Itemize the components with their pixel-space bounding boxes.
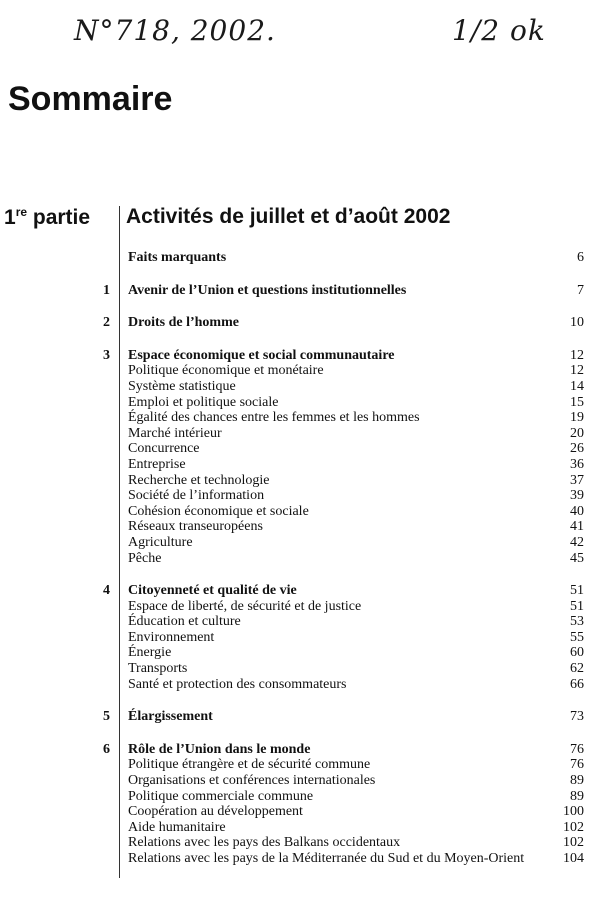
entry-label: Emploi et politique sociale [128,394,279,410]
entry-page-number: 41 [570,519,584,535]
toc-entry[interactable] [96,677,584,693]
section-page-number: 76 [570,741,584,757]
entry-label: Organisations et conférences internationales [128,773,376,789]
section-number: 4 [103,583,110,599]
toc-entry[interactable] [96,441,584,457]
section-title: Espace économique et social communautaire [128,347,395,363]
toc-section [96,283,584,299]
entry-label: Pêche [128,550,162,566]
toc-section [96,709,584,725]
entry-page-number: 102 [563,819,584,835]
toc-entry[interactable] [96,835,584,851]
section-number: 1 [103,282,110,298]
entry-page-number: 19 [570,410,584,426]
toc-entry[interactable] [96,363,584,379]
entry-label: Recherche et technologie [128,472,270,488]
toc-entry[interactable] [96,820,584,836]
entry-page-number: 45 [570,550,584,566]
entry-label: Aide humanitaire [128,819,226,835]
entry-label: Cohésion économique et sociale [128,503,309,519]
entry-page-number: 14 [570,378,584,394]
entry-page-number: 15 [570,394,584,410]
toc-entry[interactable] [96,535,584,551]
toc-section-heading[interactable] [96,315,584,331]
section-page-number: 73 [570,709,584,725]
entry-label: Agriculture [128,534,193,550]
section-number: 3 [103,347,110,363]
toc-entry[interactable] [96,426,584,442]
toc-entry[interactable] [96,599,584,615]
toc-section [96,348,584,566]
toc-entry[interactable] [96,410,584,426]
entry-page-number: 12 [570,363,584,379]
entry-label: Santé et protection des consommateurs [128,676,347,692]
section-page-number: 7 [577,282,584,298]
toc-section [96,250,584,266]
entry-label: Politique économique et monétaire [128,363,324,379]
entry-label: Environnement [128,629,215,645]
section-title: Avenir de l’Union et questions institutionnelles [128,282,407,298]
entry-page-number: 76 [570,757,584,773]
toc-entry[interactable] [96,488,584,504]
section-title: Droits de l’homme [128,315,239,331]
toc-entry[interactable] [96,645,584,661]
entry-page-number: 102 [563,835,584,851]
handwritten-note-right: 1/2 ok [452,14,546,47]
toc-section-heading[interactable] [96,742,584,758]
toc-section-heading[interactable] [96,583,584,599]
entry-page-number: 60 [570,645,584,661]
part-number-suffix: re [15,205,28,219]
toc-entry[interactable] [96,379,584,395]
toc-section [96,315,584,331]
section-page-number: 12 [570,347,584,363]
entry-label: Politique commerciale commune [128,788,314,804]
entry-page-number: 39 [570,488,584,504]
entry-page-number: 36 [570,456,584,472]
toc-entry[interactable] [96,473,584,489]
entry-page-number: 100 [563,804,584,820]
entry-label: Coopération au développement [128,804,303,820]
entry-page-number: 55 [570,629,584,645]
section-page-number: 10 [570,315,584,331]
entry-label: Espace de liberté, de sécurité et de justice [128,598,362,614]
entry-label: Système statistique [128,378,236,394]
entry-page-number: 51 [570,598,584,614]
entry-label: Égalité des chances entre les femmes et les hommes [128,410,420,426]
entry-label: Relations avec les pays des Balkans occidentaux [128,835,401,851]
entry-page-number: 20 [570,425,584,441]
section-title: Rôle de l’Union dans le monde [128,741,311,757]
entry-label: Relations avec les pays de la Méditerranée du Sud et du Moyen-Orient [128,851,525,866]
table-of-contents [96,250,584,884]
toc-entry[interactable] [96,757,584,773]
entry-page-number: 37 [570,472,584,488]
entry-page-number: 104 [563,851,584,866]
section-title: Faits marquants [128,250,227,265]
toc-section-heading[interactable] [96,709,584,725]
entry-label: Entreprise [128,456,186,472]
toc-entry[interactable] [96,661,584,677]
part-label [4,205,90,230]
entry-page-number: 89 [570,773,584,789]
toc-section [96,742,584,867]
toc-entry[interactable] [96,630,584,646]
toc-entry[interactable] [96,551,584,567]
section-page-number: 6 [577,250,584,265]
entry-page-number: 26 [570,441,584,457]
toc-entry[interactable] [96,851,584,867]
section-number: 2 [103,315,110,331]
part-title: Activités de juillet et d’août 2002 [126,205,451,228]
toc-entry[interactable] [96,614,584,630]
entry-label: Marché intérieur [128,425,222,441]
entry-label: Énergie [128,645,172,661]
entry-page-number: 66 [570,676,584,692]
entry-page-number: 40 [570,503,584,519]
toc-entry[interactable] [96,519,584,535]
section-title: Citoyenneté et qualité de vie [128,583,297,599]
toc-section [96,583,584,692]
section-number: 5 [103,709,110,725]
toc-entry[interactable] [96,395,584,411]
toc-section-heading[interactable] [96,348,584,364]
toc-section-heading[interactable] [96,250,584,266]
section-page-number: 51 [570,583,584,599]
toc-entry[interactable] [96,457,584,473]
toc-entry[interactable] [96,804,584,820]
entry-page-number: 53 [570,614,584,630]
toc-entry[interactable] [96,789,584,805]
entry-page-number: 62 [570,661,584,677]
part-number: 1 [4,206,16,229]
entry-label: Transports [128,661,188,677]
entry-label: Réseaux transeuropéens [128,519,263,535]
entry-page-number: 89 [570,788,584,804]
entry-label: Société de l’information [128,488,265,504]
section-number: 6 [103,741,110,757]
toc-entry[interactable] [96,504,584,520]
toc-entry[interactable] [96,773,584,789]
handwritten-note-left: N°718, 2002. [74,14,276,47]
entry-label: Politique étrangère et de sécurité commune [128,757,371,773]
toc-section-heading[interactable] [96,283,584,299]
section-title: Élargissement [128,709,213,725]
entry-label: Concurrence [128,441,200,457]
part-word: partie [27,206,91,229]
page-title: Sommaire [8,80,173,118]
entry-page-number: 42 [570,534,584,550]
entry-label: Éducation et culture [128,614,241,630]
